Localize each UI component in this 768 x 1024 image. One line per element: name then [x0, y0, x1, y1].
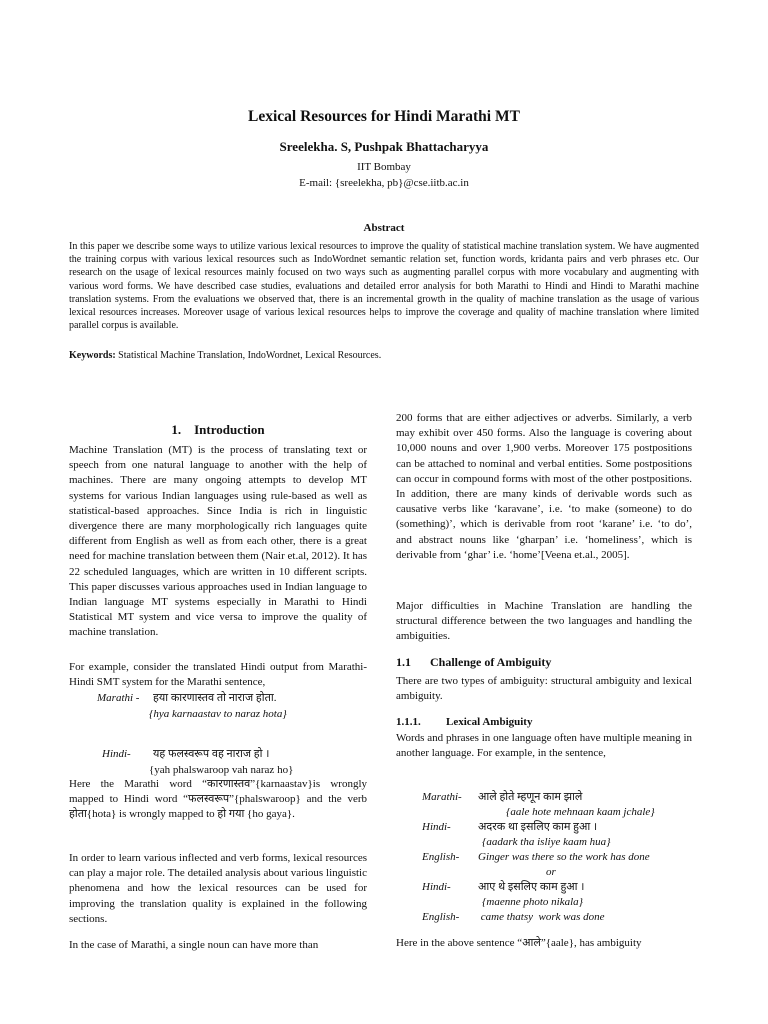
- ambiguity-example-row: [396, 895, 696, 910]
- ambiguity-example-text: आले होते म्हणून काम झाले: [478, 791, 583, 803]
- intro-paragraph: Machine Translation (MT) is the process of translating text or speech from one natural language to another with the help of machines. There are many ongoing attempts to develop MT systems for various Indian languages using rule-based as well as statistical-based approaches. Since India is rich in linguistic divergence there are many morphologically rich languages quite different from English as well as from each other, there is a great need for machine translation between them (Nair et.al, 2012). It has 22 scheduled languages, which are written in 10 different scripts. This paper discusses various approaches used in Indian language to Indian language MT systems especially in Marathi to Hindi Statistical MT system and vice versa to improve the quality of machine translation.: [69, 444, 367, 639]
- ambiguity-example-text: {aale hote mehnaan kaam jchale}: [506, 806, 655, 818]
- ambiguity-example-row: [396, 880, 696, 895]
- example-hindi-translit: {yah phalswaroop vah naraz ho}: [149, 764, 294, 776]
- section-title: Challenge of Ambiguity: [430, 655, 552, 669]
- ambiguity-example-text: or: [546, 866, 556, 878]
- paper-authors: Sreelekha. S, Pushpak Bhattacharyya: [279, 139, 489, 154]
- lexical-ambiguity-paragraph: Words and phrases in one language often have multiple meaning in another language. For example, in the sentence,: [396, 732, 692, 760]
- ambiguity-example-row: [396, 865, 696, 880]
- marathi-noun-paragraph: In the case of Marathi, a single noun can have more than: [69, 939, 319, 951]
- subsection-heading-lexical-ambiguity: [396, 716, 692, 728]
- lexical-resources-paragraph: In order to learn various inflected and verb forms, lexical resources can play a major role. The detailed analysis about various linguistic phenomena and how the lexical resources can be used for improving the translation quality is explained in the following sections.: [69, 852, 367, 925]
- ambiguity-example-text: आए थे इसलिए काम हुआ ।: [478, 881, 585, 893]
- difficulties-paragraph: Major difficulties in Machine Translation are handling the structural difference between the two languages and handling the ambiguities.: [396, 600, 692, 643]
- ambiguity-example-row: [396, 850, 696, 865]
- example-explanation-paragraph: Here the Marathi word “कारणास्तव”{karnaastav}is wrongly mapped to Hindi word “फलस्वरूप”{phalswaroop} and the verb होता{hota} is wrongly mapped to हो गया {ho gaya}.: [69, 778, 367, 821]
- example-marathi-label: Marathi -: [97, 692, 140, 704]
- ambiguity-sentence-paragraph: Here in the above sentence “आले”{aale}, has ambiguity: [396, 937, 642, 949]
- abstract-heading: Abstract: [363, 222, 405, 234]
- subsection-title: Lexical Ambiguity: [446, 716, 533, 728]
- paper-title: Lexical Resources for Hindi Marathi MT: [248, 108, 520, 125]
- ambiguity-example-text: came thatsy work was done: [478, 911, 605, 923]
- ambiguity-example-label: Marathi-: [422, 791, 462, 803]
- example-hindi-translit-row: [69, 762, 367, 778]
- ambiguity-types-paragraph: There are two types of ambiguity: structural ambiguity and lexical ambiguity.: [396, 675, 692, 703]
- ambiguity-example-label: Hindi-: [422, 821, 451, 833]
- ambiguity-example-text: अदरक था इसलिए काम हुआ ।: [478, 821, 598, 833]
- section-heading-introduction: 1. Introduction: [171, 422, 265, 437]
- example-marathi-row: [69, 690, 367, 706]
- ambiguity-example-row: [396, 805, 696, 820]
- section-heading-ambiguity: [396, 655, 692, 670]
- subsection-number: 1.1.1.: [396, 716, 421, 728]
- ambiguity-example-row: [396, 820, 696, 835]
- section-number: 1.1: [396, 655, 411, 669]
- ambiguity-example-block: [396, 790, 696, 925]
- ambiguity-example-label: Hindi-: [422, 881, 451, 893]
- ambiguity-example-label: English-: [422, 851, 460, 863]
- ambiguity-example-row: [396, 910, 696, 925]
- example-hindi-row: [69, 746, 367, 762]
- ambiguity-example-text: Ginger was there so the work has done: [478, 851, 650, 863]
- keywords-label: Keywords:: [69, 350, 116, 361]
- abstract-text: In this paper we describe some ways to utilize various lexical resources to improve the quality of statistical machine translation system. We have augmented the training corpus with various lexical resources such as IndoWordnet semantic relation set, function words, kridanta pairs and verb phrases etc. Our research on the usage of lexical resources mainly focused on two ways such as augmenting parallel corpus with more vocabulary and augmenting with various word forms. We have described case studies, evaluations and detailed error analysis for both Marathi to Hindi and Hindi to Marathi machine translation systems. From the evaluations we observed that, there is an incremental growth in the quality of machine translation as the usage of various lexical resources increases. Moreover usage of various lexical resources helps to improve the coverage and quality of machine translation where limited parallel corpus is available.: [69, 241, 699, 332]
- example-intro-paragraph: For example, consider the translated Hindi output from Marathi-Hindi SMT system for the Marathi sentence,: [69, 661, 367, 689]
- ambiguity-example-label: English-: [422, 911, 460, 923]
- example-hindi-label: Hindi-: [102, 748, 131, 760]
- email: E-mail: {sreelekha, pb}@cse.iitb.ac.in: [299, 177, 469, 189]
- example-marathi-text: हया कारणास्तव तो नाराज होता.: [153, 692, 277, 704]
- keywords: [69, 350, 699, 361]
- ambiguity-example-text: {aadark tha isliye kaam hua}: [482, 836, 611, 848]
- ambiguity-example-row: [396, 790, 696, 805]
- ambiguity-example-text: {maenne photo nikala}: [482, 896, 584, 908]
- example-marathi-translit: {hya karnaastav to naraz hota}: [149, 708, 287, 720]
- example-hindi-text: यह फलस्वरूप वह नाराज हो ।: [153, 748, 270, 760]
- example-marathi-translit-row: [69, 706, 367, 722]
- affiliation: IIT Bombay: [357, 161, 411, 173]
- keywords-text: Statistical Machine Translation, IndoWordnet, Lexical Resources.: [115, 350, 382, 361]
- forms-paragraph: 200 forms that are either adjectives or adverbs. Similarly, a verb may exhibit over 450 forms. Also the language is covering about 10,000 nouns and over 1,900 verbs. Moreover 175 postpositions can be attached to nominal and verbal entities. Some postpositions can occur in compound forms with most of the other postpositions. In addition, there are many kinds of derivable words such as causative verbs like ‘karavane’, i.e. ‘to make (someone) to do (something)’, which is derivable from root ‘karane’ i.e. ‘to do’, and abstract nouns like ‘gharpan’ i.e. ‘homeliness’, which is derivable from ‘ghar’ i.e. ‘home’[Veena et.al., 2005].: [396, 412, 692, 561]
- example-block: [69, 690, 367, 778]
- ambiguity-example-row: [396, 835, 696, 850]
